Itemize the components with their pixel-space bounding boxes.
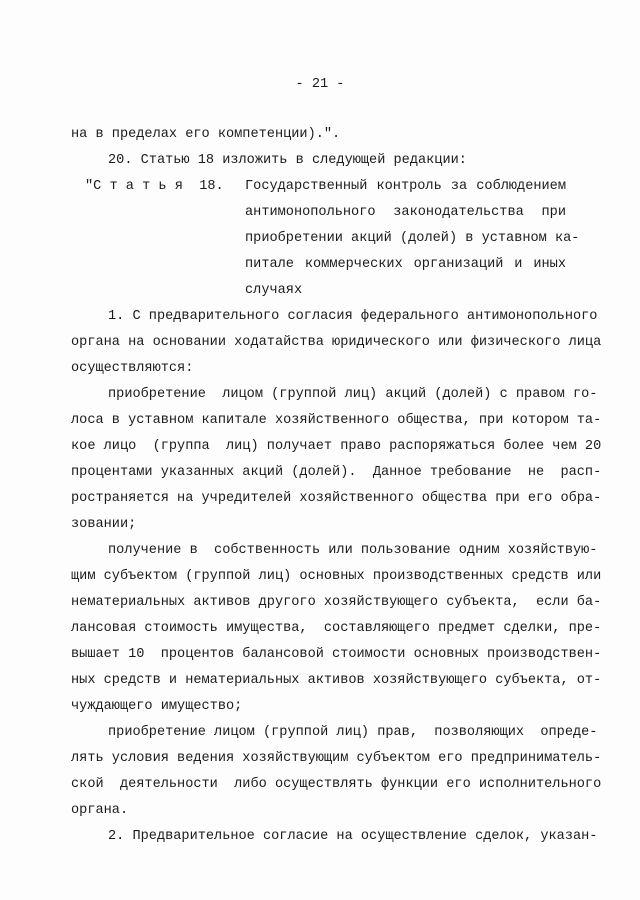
article-heading-label: "С т а т ь я 18. (85, 179, 224, 194)
text-line: приобретение лицом (группой лиц) акций (долей) с правом го- (108, 387, 598, 402)
text-line: ространяется на учредителей хозяйственного общества при его обра- (71, 491, 602, 506)
text-line: органа на основании ходатайства юридического или физического лица (71, 335, 602, 350)
article-heading-line: случаях (245, 283, 303, 298)
text-line: нематериальных активов другого хозяйствующего субъекта, если ба- (71, 595, 602, 610)
text-line: лоса в уставном капитале хозяйственного общества, при котором та- (71, 413, 602, 428)
text-line: приобретение лицом (группой лиц) прав, позволяющих опреде- (108, 725, 598, 740)
text-line: получение в собственность или пользование одним хозяйствую- (108, 543, 598, 558)
text-line: щим субъектом (группой лиц) основных производственных средств или (71, 569, 602, 584)
text-line: 20. Статью 18 изложить в следующей редакции: (108, 153, 467, 168)
text-line: органа. (71, 803, 129, 818)
article-heading-line: антимонопольного законодательства при (245, 205, 566, 220)
text-line: чуждающего имущество; (71, 699, 243, 714)
text-line: лансовая стоимость имущества, составляющего предмет сделки, пре- (71, 621, 602, 636)
text-line: 1. С предварительного согласия федерального антимонопольного (108, 309, 598, 324)
text-line: зовании; (71, 517, 137, 532)
text-line: кое лицо (группа лиц) получает право распоряжаться более чем 20 (71, 439, 602, 454)
article-heading-line: приобретении акций (долей) в уставном ка- (245, 231, 580, 246)
text-line: лять условия ведения хозяйствующим субъектом его предприниматель- (71, 751, 602, 766)
page-number: - 21 - (295, 77, 345, 92)
article-heading-line: питале коммерческих организаций и иных (245, 257, 566, 272)
text-line: процентами указанных акций (долей). Данное требование не расп- (71, 465, 602, 480)
text-line: осуществляются: (71, 361, 194, 376)
text-line: на в пределах его компетенции).". (71, 127, 341, 142)
text-line: ской деятельности либо осуществлять функции его исполнительного (71, 777, 602, 792)
text-line: вышает 10 процентов балансовой стоимости основных производствен- (71, 647, 602, 662)
article-heading-line: Государственный контроль за соблюдением (245, 179, 566, 194)
text-line: 2. Предварительное согласие на осуществление сделок, указан- (108, 829, 598, 844)
text-line: ных средств и нематериальных активов хозяйствующего субъекта, от- (71, 673, 602, 688)
